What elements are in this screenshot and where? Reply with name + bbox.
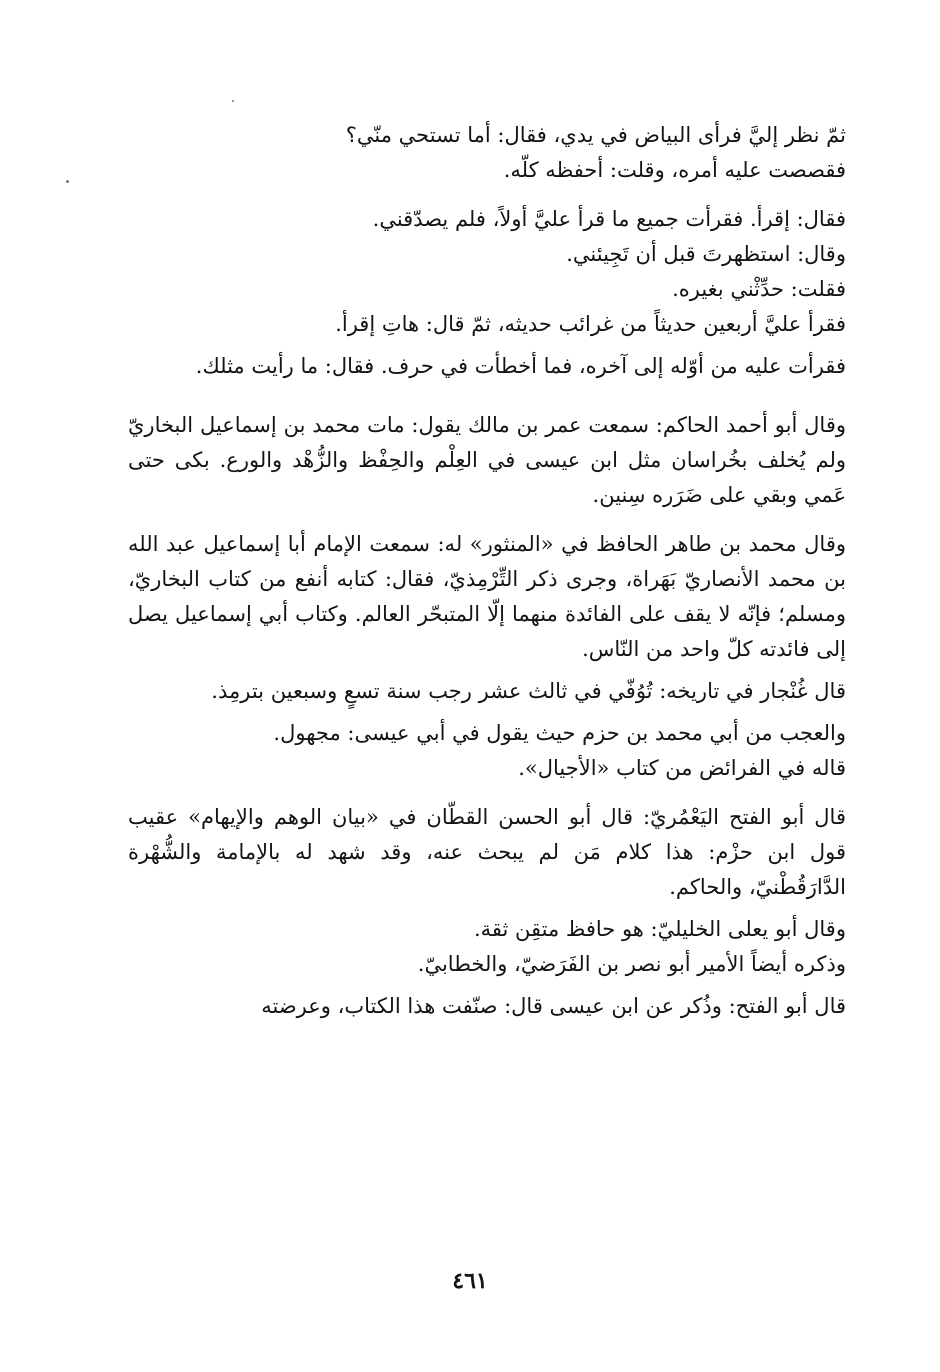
paragraph-16: قال أبو الفتح: وذُكر عن ابن عيسى قال: صنّفت هذا الكتاب، وعرضته xyxy=(261,994,846,1018)
paragraph-11: والعجب من أبي محمد بن حزم حيث يقول في أبي عيسى: مجهول. xyxy=(273,721,846,745)
paragraph-8: وقال أبو أحمد الحاكم: سمعت عمر بن مالك يقول: مات محمد بن إسماعيل البخاريّ ولم يُخلف بخُراسان مثل ابن عيسى في العِلْم والحِفْظ والزُّهْد والورع. بكى حتى عَمي وبقي على ضَرَره سِنين. xyxy=(128,413,846,507)
paragraph-4: وقال: استظهرتَ قبل أن تَجِيئني. xyxy=(566,242,846,266)
paragraph-1: ثمّ نظر إليَّ فرأى البياض في يدي، فقال: أما تستحي منّي؟ xyxy=(345,123,846,147)
scan-speck xyxy=(232,100,234,102)
paragraph-2: فقصصت عليه أمره، وقلت: أحفظه كلّه. xyxy=(503,158,846,182)
page-number: ٤٦١ xyxy=(452,1268,488,1294)
paragraph-9: وقال محمد بن طاهر الحافظ في «المنثور» له: سمعت الإمام أبا إسماعيل عبد الله بن محمد الأنصاريّ بَهَراة، وجرى ذكر التِّرْمِذيّ، فقال: كتابه أنفع من كتاب البخاريّ، ومسلم؛ فإنّه لا يقف على الفائدة منهما إلّا المتبحّر العالم. وكتاب أبي إسماعيل يصل إلى فائدته كلّ واحد من النّاس. xyxy=(128,532,846,661)
paragraph-12: قاله في الفرائض من كتاب «الأجيال». xyxy=(518,756,846,780)
paragraph-5: فقلت: حدِّثْني بغيره. xyxy=(672,277,846,301)
page-body xyxy=(128,118,846,1024)
paragraph-10: قال غُنْجار في تاريخه: تُوُفّي في ثالث عشر رجب سنة تسعٍ وسبعين بترمِذ. xyxy=(211,679,846,703)
paragraph-13: قال أبو الفتح اليَعْمُريّ: قال أبو الحسن القطّان في «بيان الوهم والإيهام» عقيب قول ابن حزْم: هذا كلام مَن لم يبحث عنه، وقد شهد له بالإمامة والشُّهْرة الدَّارَقُطْنيّ، والحاكم. xyxy=(128,805,846,899)
paragraph-7: فقرأت عليه من أوّله إلى آخره، فما أخطأت في حرف. فقال: ما رأيت مثلك. xyxy=(195,354,846,378)
paragraph-6: فقرأ عليَّ أربعين حديثاً من غرائب حديثه، ثمّ قال: هاتِ إقرأ. xyxy=(335,312,846,336)
paragraph-14: وقال أبو يعلى الخليليّ: هو حافظ متقِن ثقة. xyxy=(473,917,846,941)
paragraph-3: فقال: إقرأ. فقرأت جميع ما قرأ عليَّ أولاً، فلم يصدّقني. xyxy=(372,207,846,231)
scan-speck xyxy=(66,180,69,183)
paragraph-15: وذكره أيضاً الأمير أبو نصر بن الفَرَضيّ، والخطابيّ. xyxy=(417,952,846,976)
